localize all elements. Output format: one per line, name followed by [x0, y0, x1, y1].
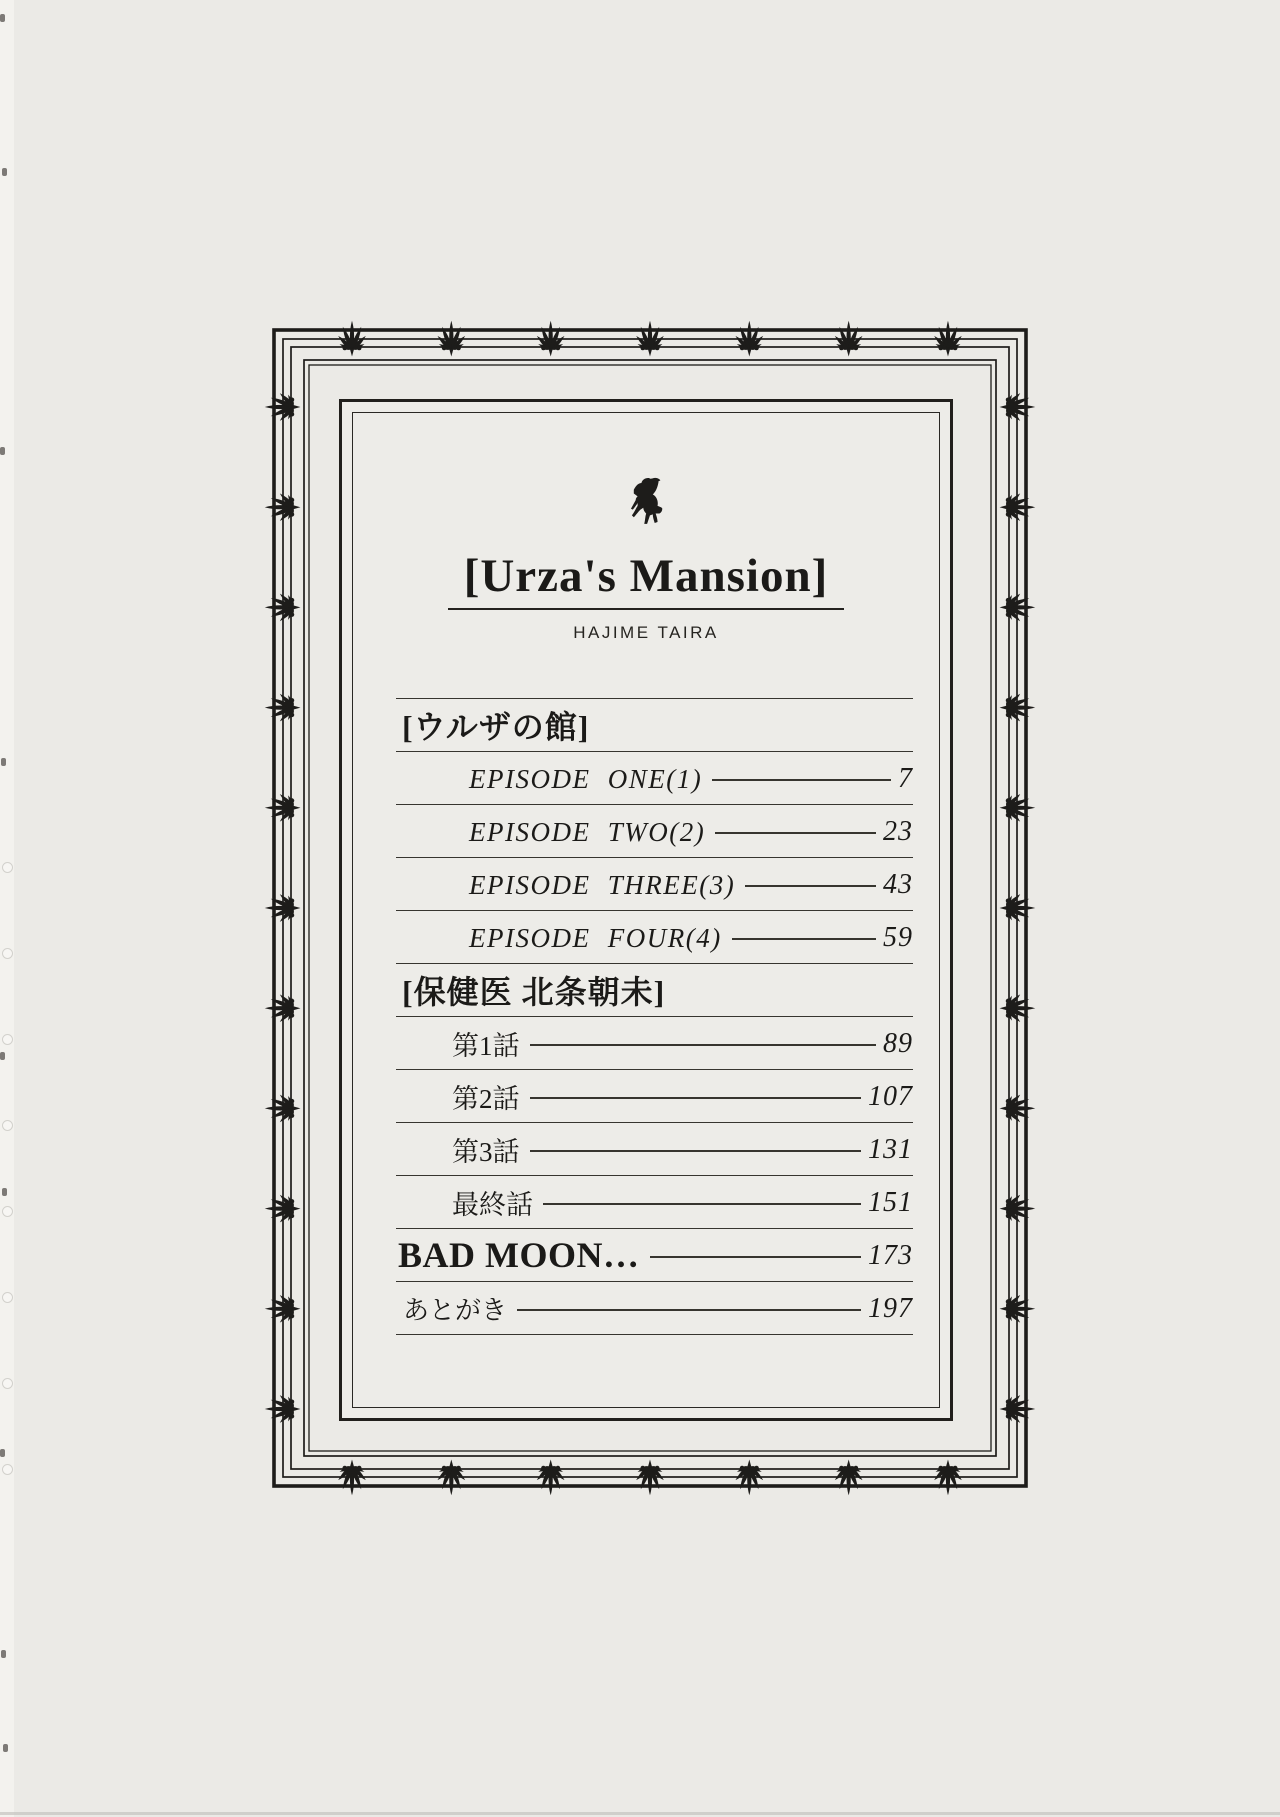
binding-hole — [2, 1464, 13, 1475]
toc-label: 第3話 — [452, 1136, 520, 1167]
toc-label: EPISODE THREE(3) — [469, 869, 736, 900]
scan-speck — [1, 758, 6, 766]
scan-speck — [2, 1188, 7, 1196]
binding-hole — [2, 948, 13, 959]
toc-label: EPISODE ONE(1) — [469, 763, 703, 794]
leader-line — [712, 779, 891, 781]
leader-line — [650, 1256, 862, 1258]
content-box — [339, 399, 953, 1421]
page-number: 107 — [868, 1081, 913, 1112]
binding-hole — [2, 862, 13, 873]
leader-line — [517, 1309, 861, 1311]
toc-section-header — [396, 699, 913, 752]
scan-speck — [3, 1744, 8, 1752]
page-number: 131 — [868, 1134, 913, 1165]
page-number: 7 — [898, 763, 913, 794]
toc-entry — [396, 911, 913, 964]
rearing-horse-icon — [630, 476, 668, 530]
page-number: 59 — [883, 922, 913, 953]
toc-label: BAD MOON… — [398, 1235, 640, 1275]
scan-speck — [1, 1650, 6, 1658]
book-title — [342, 552, 950, 610]
toc-label: 第1話 — [452, 1030, 520, 1061]
toc-entry — [396, 1123, 913, 1176]
page-number: 197 — [868, 1293, 913, 1324]
toc-entry — [396, 752, 913, 805]
toc-label: [ウルザの館] — [402, 709, 590, 745]
toc-label: EPISODE FOUR(4) — [469, 922, 722, 953]
toc-section-header — [396, 964, 913, 1017]
author-name: HAJIME TAIRA — [573, 623, 719, 642]
scan-speck — [0, 14, 5, 22]
toc-entry — [396, 1017, 913, 1070]
leader-line — [530, 1150, 862, 1152]
page-number: 89 — [883, 1028, 913, 1059]
leader-line — [530, 1044, 877, 1046]
leader-line — [543, 1203, 861, 1205]
toc-entry — [396, 1070, 913, 1123]
page-number: 23 — [883, 816, 913, 847]
page-number: 173 — [868, 1240, 913, 1271]
binding-hole — [2, 1292, 13, 1303]
toc-entry — [396, 1229, 913, 1282]
page-number: 151 — [868, 1187, 913, 1218]
toc-label: 第2話 — [452, 1083, 520, 1114]
toc-entry — [396, 805, 913, 858]
scan-speck — [0, 447, 5, 455]
toc-entry — [396, 1282, 913, 1335]
scan-speck — [0, 1449, 5, 1457]
binding-hole — [2, 1034, 13, 1045]
binding-hole — [2, 1206, 13, 1217]
leader-line — [530, 1097, 862, 1099]
table-of-contents — [396, 698, 913, 1335]
toc-label: EPISODE TWO(2) — [469, 816, 706, 847]
page-number: 43 — [883, 869, 913, 900]
binding-hole — [2, 1120, 13, 1131]
toc-label: 最終話 — [452, 1189, 533, 1220]
book-title-text: [Urza's Mansion] — [448, 552, 845, 610]
leader-line — [732, 938, 876, 940]
scan-speck — [2, 168, 7, 176]
scan-bottom-edge — [0, 1812, 1280, 1815]
scan-edge-strip — [0, 0, 14, 1817]
toc-entry — [396, 1176, 913, 1229]
leader-line — [715, 832, 876, 834]
toc-entry — [396, 858, 913, 911]
toc-label: あとがき — [403, 1295, 508, 1325]
toc-label: [保健医 北条朝未] — [402, 974, 666, 1010]
scan-speck — [0, 1052, 5, 1060]
leader-line — [745, 885, 876, 887]
binding-hole — [2, 1378, 13, 1389]
